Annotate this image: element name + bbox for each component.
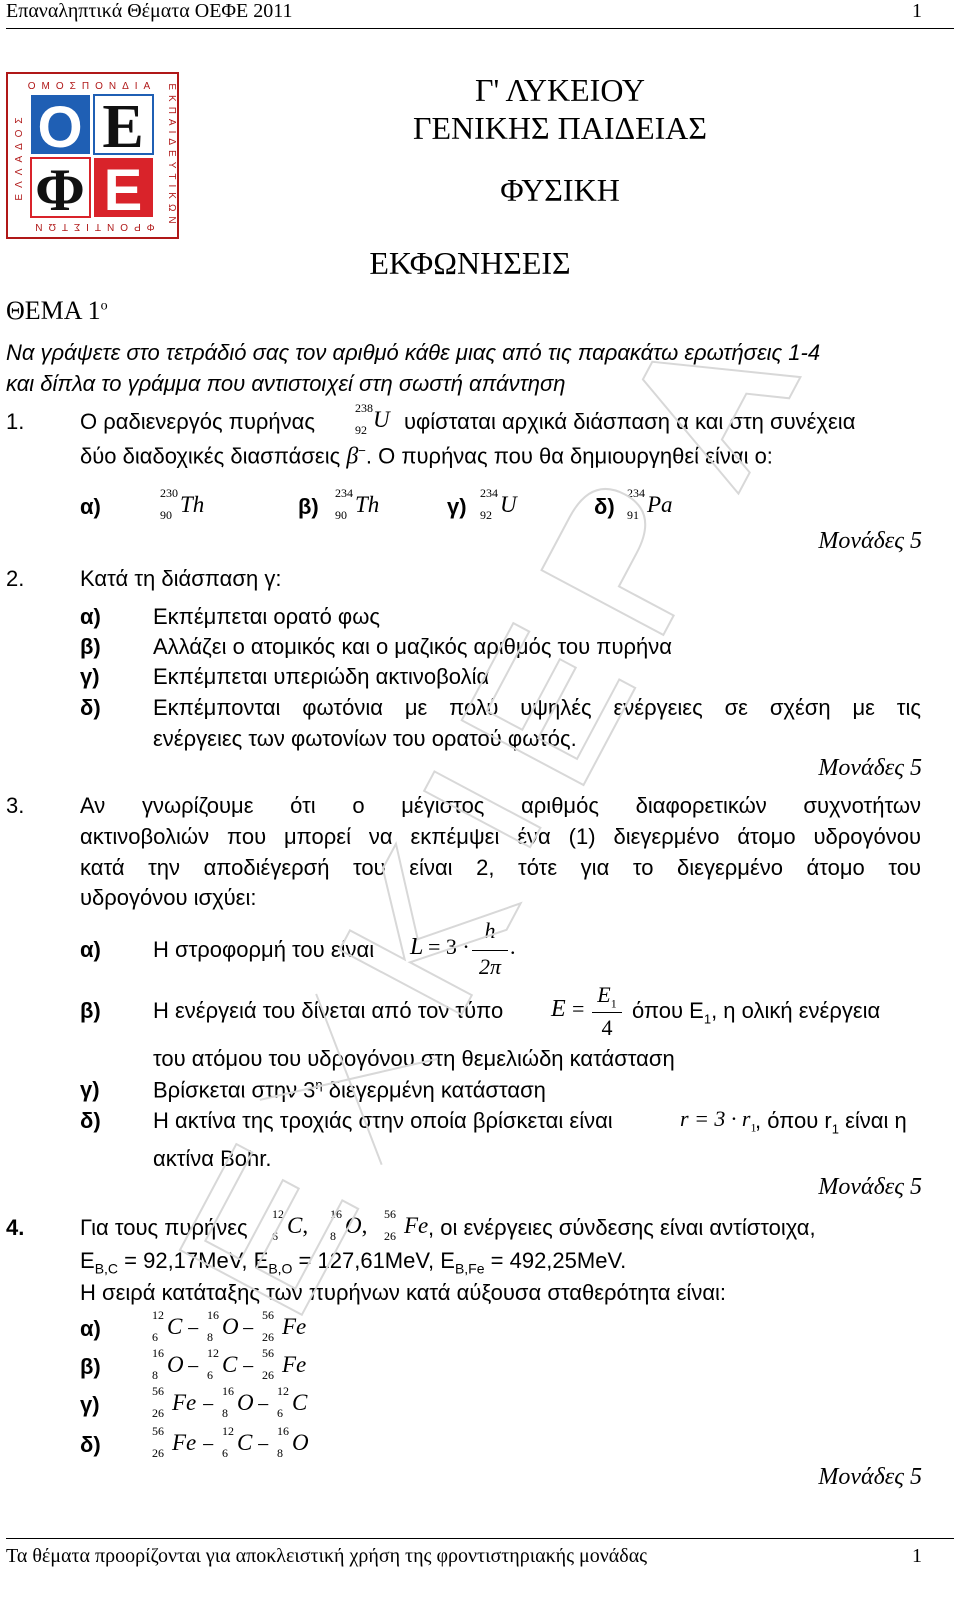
- q4-text-b: , οι ενέργειες σύνδεσης είναι αντίστοιχα,: [428, 1215, 816, 1240]
- q3-a-fraction: h 2π: [472, 918, 508, 980]
- q2-option-text: Εκπέμπονται φωτόνια με πολύ υψηλές ενέργειες σε σχέση με τις: [153, 695, 921, 720]
- q3-option-label[interactable]: β): [80, 998, 101, 1023]
- q1-option-label[interactable]: β): [298, 494, 319, 519]
- header-rule: [6, 28, 954, 29]
- theme-heading: ΘΕΜΑ $1^o$: [6, 296, 108, 325]
- q3-b-eq: =: [572, 996, 585, 1021]
- q1-option-d-nucleus: 234 91 Pa: [627, 486, 673, 522]
- q1-number: 1.: [6, 409, 25, 434]
- q3-d-text-b: , όπου $r_1$ είναι η: [755, 1108, 907, 1137]
- q3-d-text: Η ακτίνα της τροχιάς στην οποία βρίσκεται είναι: [153, 1108, 613, 1133]
- q3-a-end: .: [510, 934, 516, 959]
- q3-b-text-after: όπου $E_1$, η ολική ενέργεια: [632, 998, 881, 1027]
- q4-option-label[interactable]: β): [80, 1354, 101, 1379]
- q4-option-nucleus: 56 26 Fe: [262, 1346, 307, 1382]
- q1-units: Μονάδες 5: [818, 528, 922, 554]
- q4-option-nucleus: 16 8 O: [152, 1346, 184, 1382]
- q2-option-text-continued: ενέργειες των φωτονίων του ορατού φωτός.: [153, 726, 577, 751]
- q1-option-label[interactable]: γ): [447, 494, 467, 519]
- q4-option-dash: −: [257, 1432, 270, 1457]
- subject-title: ΦΥΣΙΚΗ: [500, 172, 620, 208]
- q4-nucleus-o: 16 8 O,: [330, 1207, 368, 1243]
- q4-option-dash: −: [257, 1392, 270, 1417]
- q4-option-nucleus: 56 26 Fe: [262, 1308, 307, 1344]
- q2-option-label[interactable]: δ): [80, 695, 101, 720]
- q4-option-dash: −: [187, 1316, 200, 1341]
- logo-ring-bottom: ΦΡΟΝΤΙΣΤΩΝ: [29, 221, 155, 232]
- q4-number: 4.: [6, 1215, 25, 1240]
- title-line-2: ΓΕΝΙΚΗΣ ΠΑΙΔΕΙΑΣ: [412, 110, 708, 146]
- q3-option-label[interactable]: γ): [80, 1077, 100, 1102]
- q4-option-nucleus: 56 26 Fe: [152, 1384, 197, 1420]
- q3-number: 3.: [6, 793, 25, 818]
- logo-letter-3: Φ: [35, 157, 85, 223]
- q3-d-line-2: ακτίνα Bohr.: [153, 1146, 272, 1171]
- footer-rule: [6, 1538, 954, 1539]
- instruction-line-1: Να γράψετε στο τετράδιό σας τον αριθμό κάθε μιας από τις παρακάτω ερωτήσεις 1-4: [6, 340, 821, 365]
- q4-option-nucleus: 16 8 O: [277, 1424, 309, 1460]
- q4-option-label[interactable]: γ): [80, 1392, 100, 1417]
- q4-option-nucleus: 12 6 C: [222, 1424, 253, 1460]
- q3-b-text: Η ενέργειά του δίνεται από τον τύπο: [153, 998, 504, 1023]
- q2-option-label[interactable]: α): [80, 604, 101, 629]
- q4-option-dash: −: [242, 1316, 255, 1341]
- logo-letter-4: Ε: [103, 158, 143, 223]
- q3-line-1: Αν γνωρίζουμε ότι ο μέγιστος αριθμός διαφορετικών συχνοτήτων: [80, 793, 921, 818]
- q3-a-L: L: [410, 934, 424, 960]
- q4-option-dash: −: [187, 1354, 200, 1379]
- q2-number: 2.: [6, 566, 25, 591]
- page-header-number: 1: [912, 0, 922, 22]
- q3-option-label[interactable]: α): [80, 937, 101, 962]
- q3-option-label[interactable]: δ): [80, 1108, 101, 1133]
- q2-option-label[interactable]: γ): [80, 664, 100, 689]
- q4-option-nucleus: 56 26 Fe: [152, 1424, 197, 1460]
- q4-nucleus-fe: 56 26 Fe: [384, 1207, 429, 1243]
- q3-b-fraction: $E_1$ 4: [592, 982, 622, 1044]
- q4-energies: $E_{B,C} = 92,17MeV$, $E_{B,O} = 127,61MeV$, $E_{B,Fe} = 492,25MeV$.: [80, 1248, 627, 1277]
- footer-text: Τα θέματα προορίζονται για αποκλειστική χρήση της φροντιστηριακής μονάδας: [6, 1545, 648, 1567]
- footer-page-number: 1: [912, 1545, 922, 1567]
- q3-line-4: υδρογόνου ισχύει:: [80, 885, 257, 910]
- q4-option-label[interactable]: δ): [80, 1432, 101, 1457]
- q4-units: Μονάδες 5: [818, 1464, 922, 1490]
- q2-stem: Κατά τη διάσπαση γ:: [80, 566, 282, 591]
- q3-line-2: ακτινοβολιών που μπορεί να εκπέμψει ένα (1) διεγερμένο άτομο υδρογόνου: [80, 824, 921, 849]
- q3-units: Μονάδες 5: [818, 1174, 922, 1200]
- q3-c-text: Βρίσκεται στην $3^\eta$ διεγερμένη κατάσταση: [153, 1077, 546, 1103]
- q2-units: Μονάδες 5: [818, 755, 922, 781]
- q3-line-3: κατά την αποδιέγερσή του είναι 2, τότε για το διεγερμένο άτομο του: [80, 855, 921, 880]
- logo-ring-left: ΕΛΛΑΔΟΣ: [14, 111, 25, 201]
- q2-option-text: Αλλάζει ο ατομικός και ο μαζικός αριθμός του πυρήνα: [153, 634, 672, 659]
- q1-option-b-nucleus: 234 90 Th: [335, 486, 380, 522]
- q2-option-label[interactable]: β): [80, 634, 101, 659]
- q4-option-nucleus: 12 6 C: [152, 1308, 183, 1344]
- q3-b-E: E: [551, 996, 566, 1022]
- logo-letter-2: Ε: [102, 93, 144, 161]
- section-title: ΕΚΦΩΝΗΣΕΙΣ: [369, 245, 571, 281]
- q4-option-dash: −: [242, 1354, 255, 1379]
- q1-option-a-nucleus: 230 90 Th: [160, 486, 205, 522]
- q4-option-nucleus: 12 6 C: [207, 1346, 238, 1382]
- q1-option-label[interactable]: α): [80, 494, 101, 519]
- q1-option-c-nucleus: 234 92 U: [480, 486, 517, 522]
- q4-option-dash: −: [202, 1392, 215, 1417]
- logo-ring-top: ΟΜΟΣΠΟΝΔΙΑ: [27, 81, 157, 92]
- q4-option-label[interactable]: α): [80, 1316, 101, 1341]
- q4-option-nucleus: 16 8 O: [207, 1308, 239, 1344]
- q4-option-nucleus: 16 8 O: [222, 1384, 254, 1420]
- oefe-logo-graphic: [6, 72, 179, 239]
- q1-line-2: δύο διαδοχικές διασπάσεις β−. Ο πυρήνας που θα δημιουργηθεί είναι ο:: [80, 443, 773, 470]
- q1-text-b: υφίσταται αρχικά διάσπαση α και στη συνέχεια: [404, 409, 856, 434]
- q4-stem: Η σειρά κατάταξης των πυρήνων κατά αύξουσα σταθερότητα είναι:: [80, 1280, 727, 1305]
- q2-option-text: Εκπέμπεται ορατό φως: [153, 604, 380, 629]
- q2-option-text: Εκπέμπεται υπεριώδη ακτινοβολία: [153, 664, 490, 689]
- q3-b-line-2: του ατόμου του υδρογόνου στη θεμελιώδη κατάσταση: [153, 1046, 675, 1071]
- logo-ring-right: ΕΚΠΑΙΔΕΥΤΙΚΩΝ: [166, 83, 177, 229]
- page-header-title: Επαναληπτικά Θέματα ΟΕΦΕ 2011: [6, 0, 293, 22]
- q3-a-text: Η στροφορμή του είναι: [153, 937, 375, 962]
- logo-letter-1: Ο: [37, 95, 83, 160]
- oefe-logo: [6, 72, 179, 239]
- q1-nucleus-u238: 238 92 U: [355, 401, 390, 437]
- q4-nucleus-c: 12 6 C,: [272, 1207, 309, 1243]
- instruction-line-2: και δίπλα το γράμμα που αντιστοιχεί στη σωστή απάντηση: [6, 371, 566, 396]
- q3-a-eq: = 3 ·: [428, 934, 470, 959]
- q4-text-a: Για τους πυρήνες: [80, 1215, 248, 1240]
- title-line-1: Γ' ΛΥΚΕΙΟΥ: [475, 72, 645, 108]
- q4-option-dash: −: [202, 1432, 215, 1457]
- q3-d-equation: $r = 3 \cdot r_1$: [680, 1106, 757, 1135]
- q1-option-label[interactable]: δ): [594, 494, 615, 519]
- q1-text-a: Ο ραδιενεργός πυρήνας: [80, 409, 315, 434]
- q4-option-nucleus: 12 6 C: [277, 1384, 308, 1420]
